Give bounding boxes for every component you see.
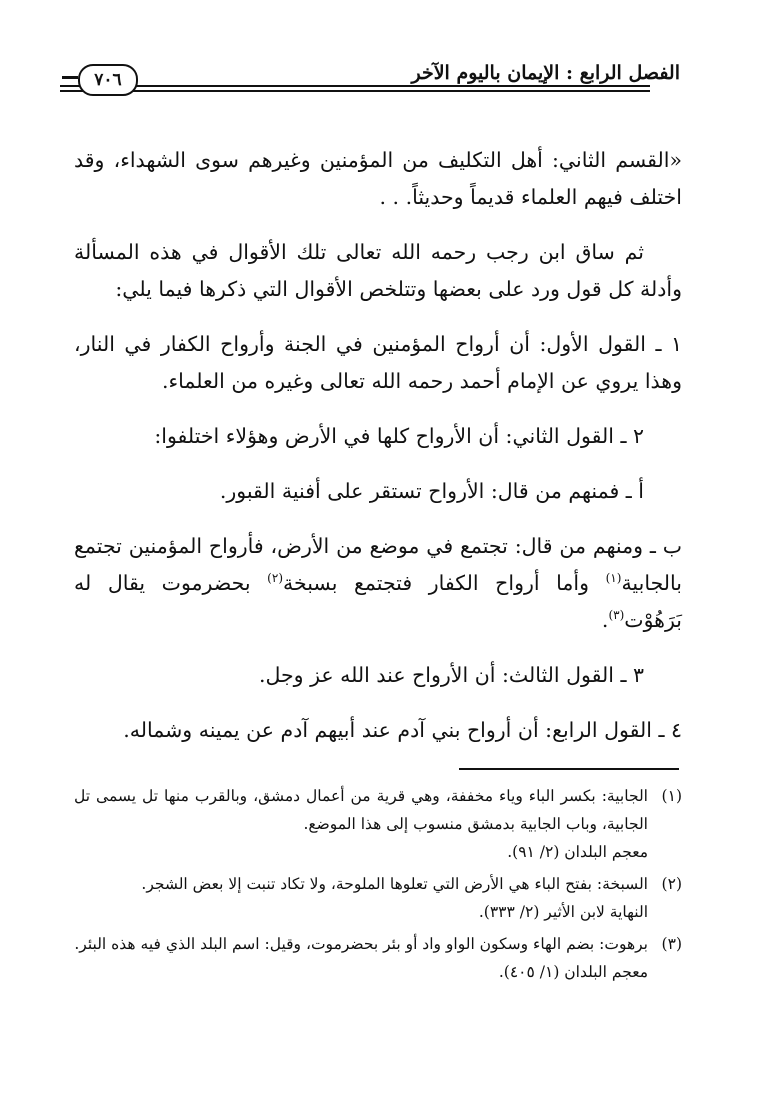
paragraph-opinion-4: ٤ ـ القول الرابع: أن أرواح بني آدم عند أبيهم آدم عن يمينه وشماله. (123, 718, 682, 742)
paragraph-opinion-2a: أ ـ فمنهم من قال: الأرواح تستقر على أفنية القبور. (219, 479, 644, 503)
paragraph-opinion-3: ٣ ـ القول الثالث: أن الأرواح عند الله عز وجل. (258, 663, 644, 687)
opinion-2b-text-1: ب ـ ومنهم من قال: تجتمع في موضع من الأرض، فأرواح المؤمنين تجتمع بالجابية (74, 534, 682, 595)
footnote-body (74, 930, 648, 986)
running-header (60, 58, 680, 94)
paragraph-quote: «القسم الثاني: أهل التكليف من المؤمنين وغيرهم سوى الشهداء، وقد اختلف فيهم العلماء قديماً وحديثاً. . . (74, 148, 682, 209)
footnote-ref-1[interactable]: (١) (605, 571, 622, 586)
paragraph-opinion-1: ١ ـ القول الأول: أن أرواح المؤمنين في الجنة وأرواح الكفار في النار، وهذا يروي عن الإمام أحمد رحمه الله تعالى وغيره من العلماء. (74, 332, 682, 393)
footnote-source: النهاية لابن الأثير (٢/ ٣٣٣). (478, 903, 648, 921)
header-rule-top (60, 85, 650, 87)
header-rule-bottom (60, 90, 650, 92)
footnote-source: معجم البلدان (٢/ ٩١). (507, 843, 648, 861)
footnote-number: (٣) (661, 935, 682, 953)
footnote-separator (459, 768, 679, 770)
footnote-number: (١) (661, 787, 682, 805)
footnote-3 (74, 930, 682, 986)
footnotes (74, 782, 682, 990)
footnote-2 (74, 870, 682, 926)
paragraph-opinion-2b (74, 528, 682, 639)
footnote-1 (74, 782, 682, 866)
opinion-2b-text-3: بحضرموت يقال له بَرَهُوْت (74, 571, 682, 632)
footnote-number: (٢) (661, 875, 682, 893)
paragraph-opinion-2: ٢ ـ القول الثاني: أن الأرواح كلها في الأرض وهؤلاء اختلفوا: (154, 424, 644, 448)
footnote-source: معجم البلدان (١/ ٤٠٥). (498, 963, 648, 981)
main-text (74, 142, 682, 749)
footnote-ref-2[interactable]: (٢) (267, 571, 283, 586)
paragraph-intro: ثم ساق ابن رجب رحمه الله تعالى تلك الأقوال في هذه المسألة وأدلة كل قول ورد على بعضها وتتلخص الأقوال التي ذكرها فيما يلي: (74, 240, 682, 301)
footnote-text: السبخة: بفتح الباء هي الأرض التي تعلوها الملوحة، ولا تكاد تنبت إلا بعض الشجر. (141, 875, 648, 893)
footnote-text: الجابية: بكسر الباء وياء مخففة، وهي قرية من أعمال دمشق، وبالقرب منها تل يسمى تل الجابية، وباب الجابية بدمشق منسوب إلى هذا الموضع. (74, 787, 648, 833)
page-number: ٧٠٦ (78, 64, 138, 96)
opinion-2b-text-2: وأما أرواح الكفار فتجتمع بسبخة (283, 571, 606, 595)
header-ornament (62, 76, 78, 79)
opinion-2b-text-4: . (601, 608, 609, 632)
footnote-body (74, 870, 648, 926)
footnote-text: برهوت: بضم الهاء وسكون الواو واد أو بئر بحضرموت، وقيل: اسم البلد الذي فيه هذه البئر. (74, 935, 648, 953)
footnote-ref-3[interactable]: (٣) (608, 608, 625, 623)
chapter-title: الفصل الرابع : الإيمان باليوم الآخر (411, 62, 680, 84)
footnote-body (74, 782, 648, 866)
